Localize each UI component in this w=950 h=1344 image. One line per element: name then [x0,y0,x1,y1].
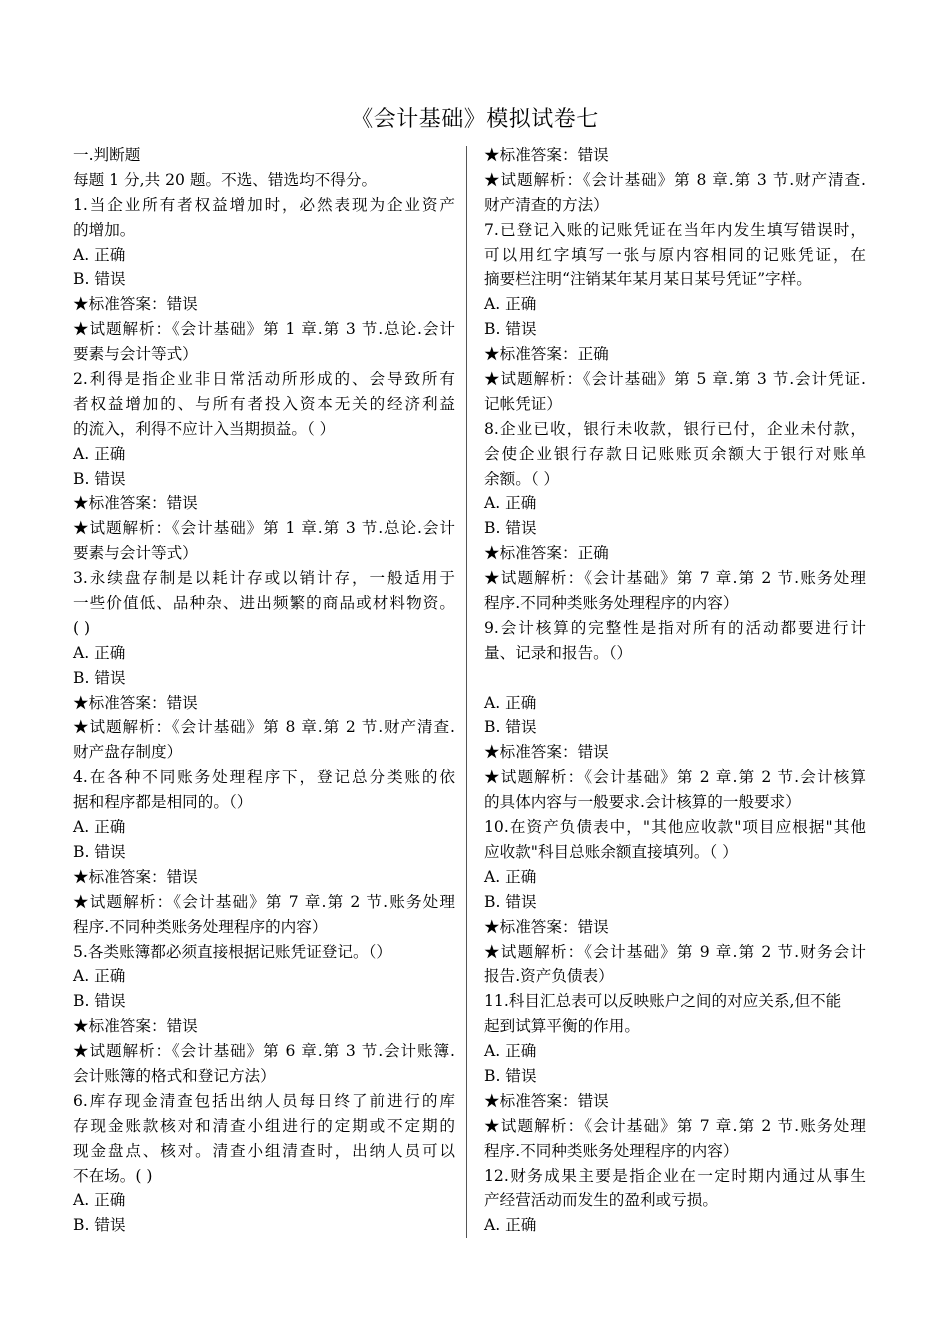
right-column-text-line: ★试题解析：《会计基础》第 7 章.第 2 节.账务处理 [484,569,866,588]
left-column-text-line: ★标准答案：错误 [73,1017,198,1036]
right-column-text-line: ★试题解析：《会计基础》第 2 章.第 2 节.会计核算 [484,768,866,787]
right-column-text-line: 记帐凭证） [484,394,562,413]
left-column-text-line: 会计账簿的格式和登记方法） [73,1066,276,1085]
right-column-text-line: 财产清查的方法） [484,195,609,214]
right-column-text-line: A. 正确 [484,693,537,712]
right-column-text-line: A. 正确 [484,867,537,886]
left-column-text-line: 不在场。( ) [73,1166,153,1185]
left-column-text-line: ★试题解析：《会计基础》第 1 章.第 3 节.总论.会计 [73,519,455,538]
right-column-text-line: B. 错误 [484,718,537,737]
right-column-text-line: 12.财务成果主要是指企业在一定时期内通过从事生 [484,1166,866,1185]
left-column-text-line: ★试题解析：《会计基础》第 1 章.第 3 节.总论.会计 [73,320,455,339]
right-column-text-line: ★试题解析：《会计基础》第 7 章.第 2 节.账务处理 [484,1116,866,1135]
right-column-text-line: 会使企业银行存款日记账账页余额大于银行对账单 [484,444,866,463]
right-column [484,143,866,1238]
right-column-text-line: B. 错误 [484,892,537,911]
left-column-text-line: 1.当企业所有者权益增加时，必然表现为企业资产 [73,195,455,214]
right-column-text-line: 报告.资产负债表） [484,967,614,986]
left-column-text-line: 程序.不同种类账务处理程序的内容） [73,917,328,936]
right-column-text-line: B. 错误 [484,1066,537,1085]
left-column-text-line: ★标准答案：错误 [73,494,198,513]
right-column-text-line: A. 正确 [484,1042,537,1061]
left-column-text-line: 2.利得是指企业非日常活动所形成的、会导致所有 [73,370,455,389]
right-column-text-line: 余额。（ ） [484,469,560,488]
right-column-text-line: 7.已登记入账的记账凭证在当年内发生填写错误时， [484,220,866,239]
right-column-text-line: A. 正确 [484,295,537,314]
left-column-text-line: A. 正确 [73,818,126,837]
left-column-text-line: B. 错误 [73,1216,126,1235]
left-column-text-line: 现金盘点、核对。清查小组清查时，出纳人员可以 [73,1141,455,1160]
left-column-text-line: ★试题解析：《会计基础》第 8 章.第 2 节.财产清查. [73,718,455,737]
left-column-text-line: 3.永续盘存制是以耗计存或以销计存，一般适用于 [73,569,455,588]
left-column-text-line: A. 正确 [73,967,126,986]
right-column-text-line: 的具体内容与一般要求.会计核算的一般要求） [484,793,801,812]
right-column-text-line: ★标准答案：正确 [484,345,609,364]
left-column-text-line: 的增加。 [73,220,136,239]
right-column-text-line: ★试题解析：《会计基础》第 8 章.第 3 节.财产清查. [484,170,866,189]
left-column-text-line: B. 错误 [73,469,126,488]
right-column-text-line: ★标准答案：错误 [484,1091,609,1110]
left-column-text-line: 存现金账款核对和清查小组进行的定期或不定期的 [73,1116,455,1135]
left-column-text-line: 者权益增加的、与所有者投入资本无关的经济利益 [73,394,455,413]
left-column-text-line: 一.判断题 [73,146,141,164]
right-column-text-line: ★标准答案：错误 [484,917,609,936]
left-column-text-line: B. 错误 [73,668,126,687]
left-column-text-line: B. 错误 [73,992,126,1011]
right-column-text-line: 程序.不同种类账务处理程序的内容） [484,1141,739,1160]
left-column-text-line: 6.库存现金清查包括出纳人员每日终了前进行的库 [73,1091,455,1110]
right-column-text-line: 可以用红字填写一张与原内容相同的记账凭证，在 [484,245,866,264]
left-column-text-line: ★标准答案：错误 [73,693,198,712]
left-column-text-line: B. 错误 [73,270,126,289]
left-column-text-line: ★试题解析：《会计基础》第 7 章.第 2 节.账务处理 [73,892,455,911]
left-column-text-line: 据和程序都是相同的。（） [73,793,253,812]
left-column-text-line: 一些价值低、品种杂、进出频繁的商品或材料物资。 [73,594,455,613]
right-column-text-line: B. 错误 [484,519,537,538]
left-column-text-line: 每题 1 分,共 20 题。不选、错选均不得分。 [73,170,378,189]
right-column-text-line: 8.企业已收，银行未收款，银行已付，企业未付款， [484,419,866,438]
left-column-text-line: ★标准答案：错误 [73,867,198,886]
right-column-text-line: ★试题解析：《会计基础》第 5 章.第 3 节.会计凭证. [484,370,866,389]
left-column-text-line: 财产盘存制度） [73,743,183,762]
right-column-blank-line [484,666,866,691]
right-column-text-line: 摘要栏注明“注销某年某月某日某号凭证”字样。 [484,270,812,289]
right-column-text-line: B. 错误 [484,320,537,339]
right-column-text-line: 量、记录和报告。（） [484,643,633,662]
left-column-text-line: 要素与会计等式） [73,544,198,563]
right-column-text-line: ★标准答案：错误 [484,146,609,164]
left-column-text-line: 的流入，利得不应计入当期损益。（ ） [73,419,336,438]
right-column-text-line: ★标准答案：错误 [484,743,609,762]
left-column-text-line: A. 正确 [73,444,126,463]
right-column-text-line: 11.科目汇总表可以反映账户之间的对应关系,但不能 [484,992,842,1011]
left-column-text-line: A. 正确 [73,643,126,662]
right-column-text-line: A. 正确 [484,494,537,513]
left-column [73,143,455,1238]
right-column-text-line: 9.会计核算的完整性是指对所有的活动都要进行计 [484,618,866,637]
right-column-text-line: 起到试算平衡的作用。 [484,1017,640,1036]
page-title: 《会计基础》模拟试卷七 [351,107,599,132]
column-divider [466,146,467,1238]
right-column-text-line: 产经营活动而发生的盈利或亏损。 [484,1191,718,1210]
left-column-text-line: ★标准答案：错误 [73,295,198,314]
left-column-text-line: ( ) [73,618,91,637]
right-column-text-line: ★试题解析：《会计基础》第 9 章.第 2 节.财务会计 [484,942,866,961]
left-column-text-line: ★试题解析：《会计基础》第 6 章.第 3 节.会计账簿. [73,1042,455,1061]
left-column-text-line: B. 错误 [73,842,126,861]
right-column-text-line: 程序.不同种类账务处理程序的内容） [484,594,739,613]
left-column-text-line: 要素与会计等式） [73,345,198,364]
left-column-text-line: 4.在各种不同账务处理程序下，登记总分类账的依 [73,768,455,787]
left-column-text-line: 5.各类账簿都必须直接根据记账凭证登记。（） [73,942,392,961]
right-column-text-line: 10.在资产负债表中，"其他应收款"项目应根据"其他 [484,818,866,837]
right-column-text-line: 应收款"科目总账余额直接填列。（ ） [484,842,738,861]
left-column-text-line: A. 正确 [73,1191,126,1210]
right-column-text-line: A. 正确 [484,1216,537,1235]
right-column-text-line: ★标准答案：正确 [484,544,609,563]
left-column-text-line: A. 正确 [73,245,126,264]
